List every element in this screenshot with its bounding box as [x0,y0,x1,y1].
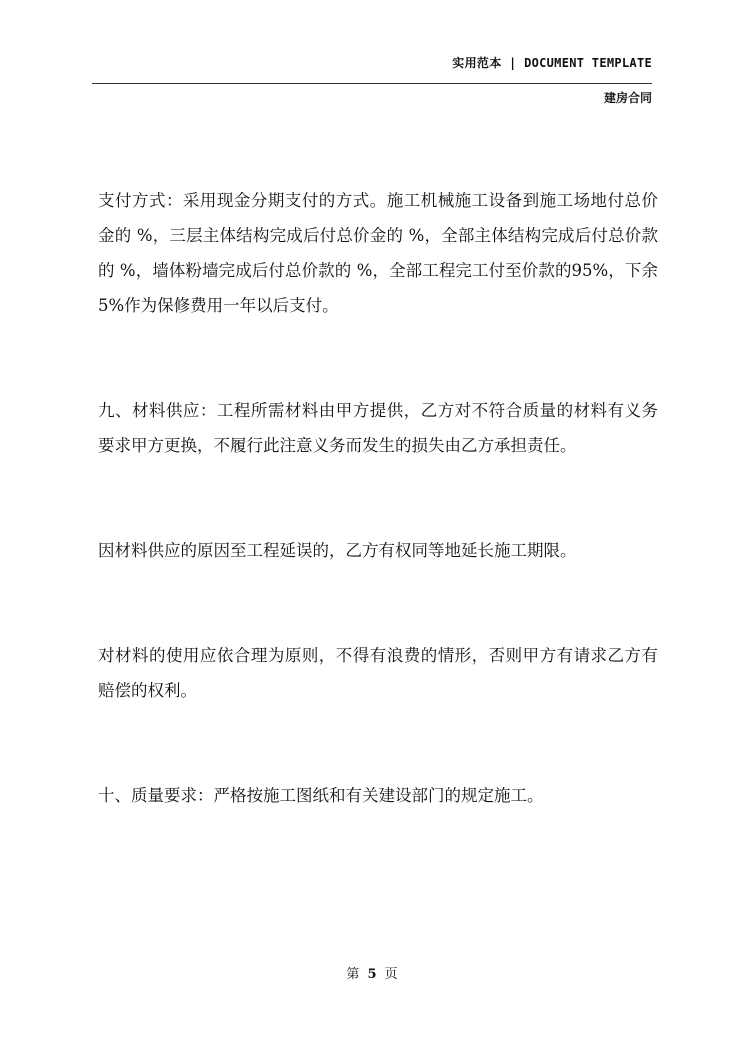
paragraph-quality: 十、质量要求：严格按施工图纸和有关建设部门的规定施工。 [98,786,544,805]
footer-suffix: 页 [384,967,398,982]
paragraph-material-usage: 对材料的使用应依合理为原则，不得有浪费的情形，否则甲方有请求乙方有赔偿的权利。 [98,646,658,700]
footer-prefix: 第 [346,967,360,982]
paragraph-payment: 支付方式：采用现金分期支付的方式。施工机械施工设备到施工场地付总价金的 %，三层主体结构完成后付总价金的 %，全部主体结构完成后付总价款的 %，墙体粉墙完成后付总价款的 %，全部工程完工付至价款的95%，下余 5%作为保修费用一年以后支付。 [98,191,658,315]
header-title: 实用范本 | DOCUMENT TEMPLATE [452,56,652,70]
page-footer [0,963,744,982]
header-divider [92,83,652,84]
paragraph-material-supply: 九、材料供应：工程所需材料由甲方提供，乙方对不符合质量的材料有义务要求甲方更换，不履行此注意义务而发生的损失由乙方承担责任。 [98,401,658,455]
document-body [98,183,658,883]
paragraph-supply-delay: 因材料供应的原因至工程延误的，乙方有权同等地延长施工期限。 [98,541,577,560]
header-subtitle: 建房合同 [603,91,652,105]
page-number: 5 [367,967,377,982]
